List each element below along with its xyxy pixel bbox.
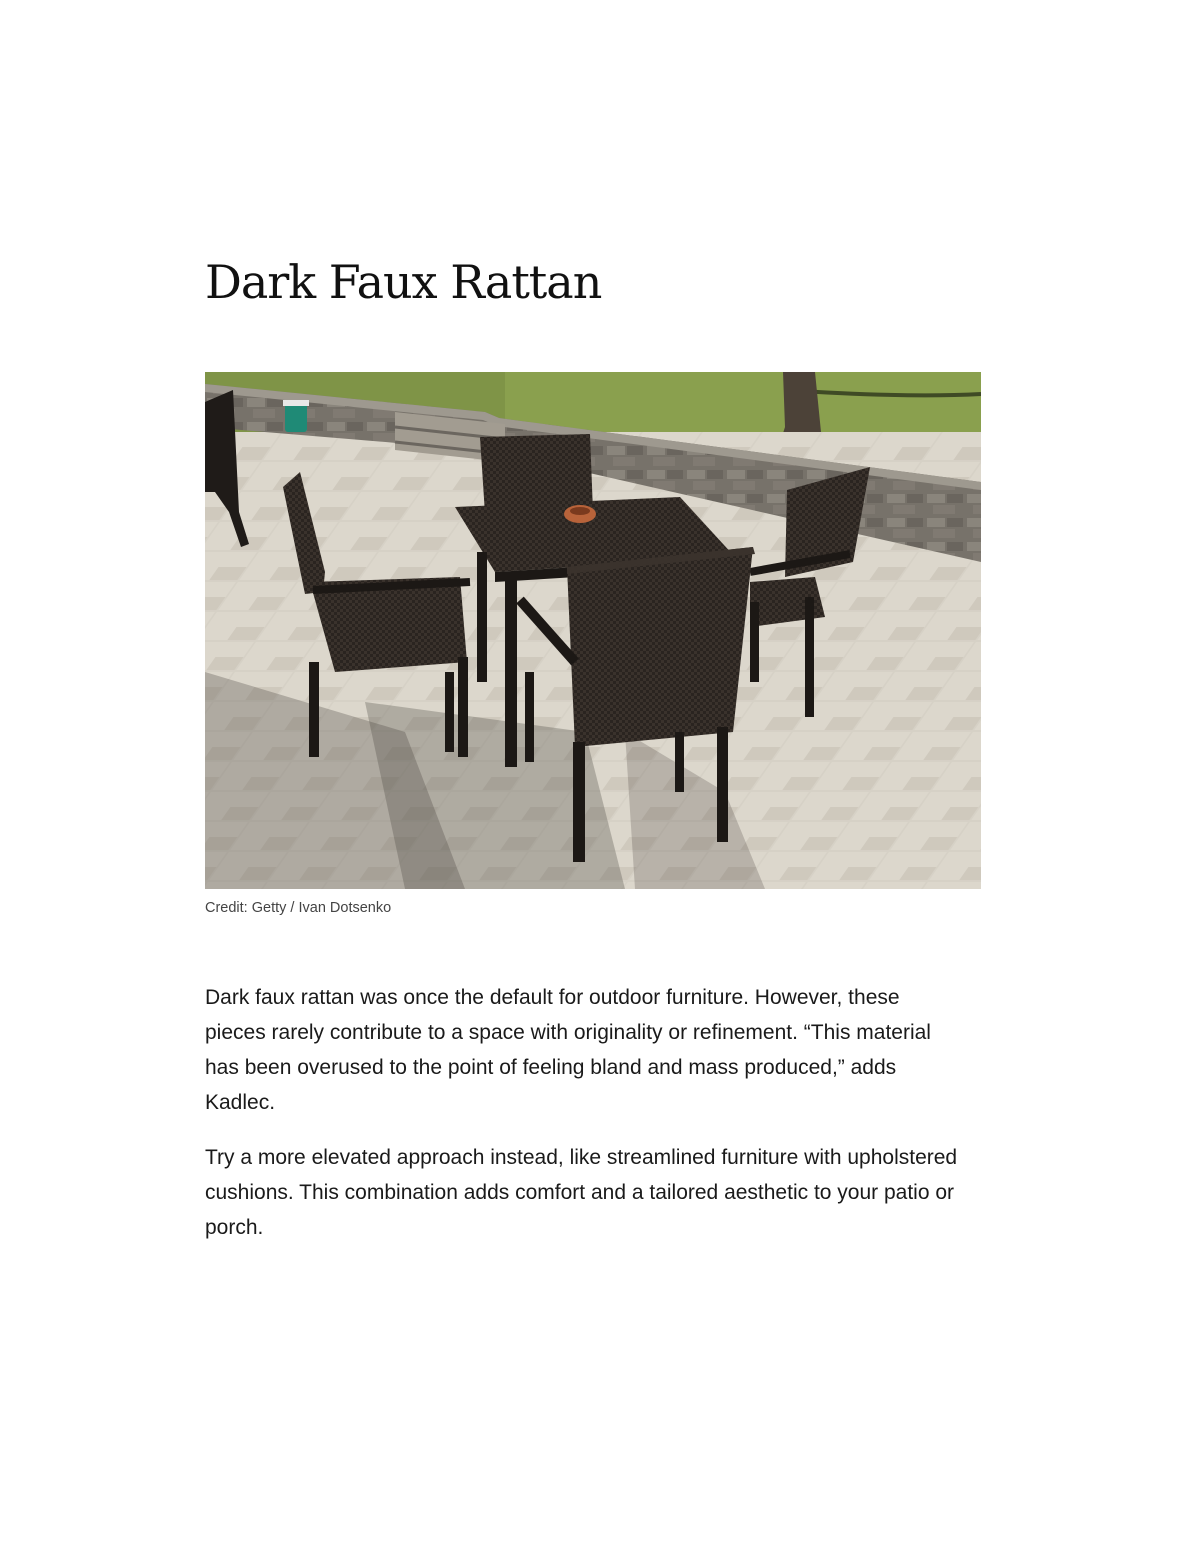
photo-credit: Credit: Getty / Ivan Dotsenko [205,900,392,916]
article-photo [205,372,981,889]
section-heading: Dark Faux Rattan [205,255,602,309]
paragraph: Try a more elevated approach instead, like streamlined furniture with upholstered cushions. This combination adds comfort and a tailored aesthetic to your patio or porch. [205,1146,958,1239]
paragraph: Dark faux rattan was once the default for outdoor furniture. However, these pieces rarely contribute to a space with originality or refinement. “This material has been overused to the point of feeling bland and mass produced,” adds Kadlec. [205,986,931,1114]
article-body [205,980,965,1265]
previous-text-cutoff [205,0,905,2]
